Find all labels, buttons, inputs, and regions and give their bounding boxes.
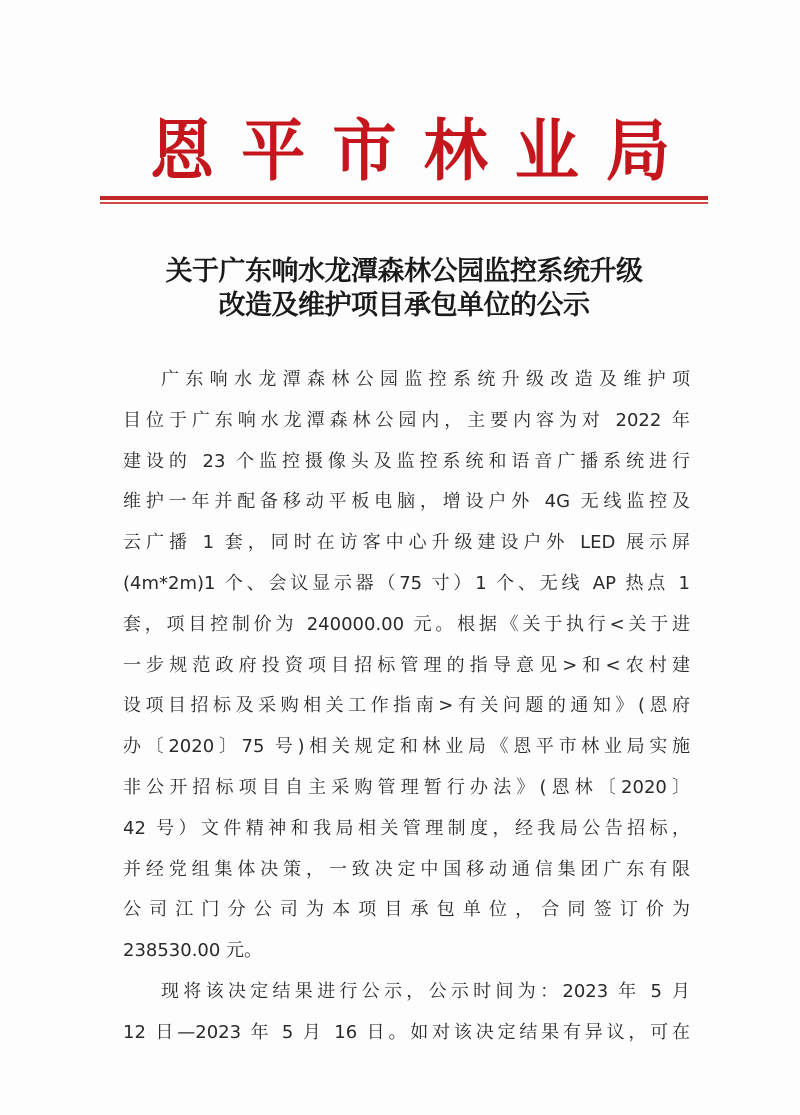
title-line-1: 关于广东响水龙潭森林公园监控系统升级 (165, 256, 643, 287)
body-line-publicity: 现将该决定结果进行公示，公示时间为：2023 年 5 月 (161, 980, 690, 1002)
body-line: 目位于广东响水龙潭森林公园内，主要内容为对 2022 年 (123, 409, 690, 431)
masthead-char: 业 (514, 112, 579, 191)
body-line-publicity-dates: 12 日—2023 年 5 月 16 日。如对该决定结果有异议，可在 (123, 1021, 690, 1043)
body-line: 非公开招标项目自主采购管理暂行办法》(恩林〔2020〕 (123, 776, 690, 798)
document-title (100, 255, 708, 323)
title-line-2: 改造及维护项目承包单位的公示 (218, 290, 590, 321)
masthead-red-divider (100, 196, 708, 204)
body-line: 维护一年并配备移动平板电脑，增设户外 4G 无线监控及 (123, 491, 690, 513)
body-line: 42 号）文件精神和我局相关管理制度，经我局公告招标， (123, 817, 690, 839)
body-line: 建设的 23 个监控摄像头及监控系统和语音广播系统进行 (123, 450, 690, 472)
body-line: 并经党组集体决策，一致决定中国移动通信集团广东有限 (123, 858, 690, 880)
body-line: 套，项目控制价为 240000.00 元。根据《关于执行<关于进 (123, 613, 690, 635)
document-body (123, 360, 690, 1054)
masthead-org-name (130, 112, 690, 192)
masthead-char: 局 (605, 112, 670, 191)
divider-thick-line (100, 196, 708, 200)
masthead-char: 平 (241, 112, 306, 191)
masthead-char: 市 (332, 112, 397, 191)
body-line: 广东响水龙潭森林公园监控系统升级改造及维护项 (161, 369, 690, 390)
divider-thin-line (100, 202, 708, 204)
body-line: 一步规范政府投资项目招标管理的指导意见>和<农村建 (123, 654, 690, 676)
body-line: 办〔2020〕75 号)相关规定和林业局《恩平市林业局实施 (123, 736, 690, 758)
body-line: 设项目招标及采购相关工作指南>有关问题的通知》(恩府 (123, 695, 690, 717)
body-line: (4m*2m)1 个、会议显示器（75 寸）1 个、无线 AP 热点 1 (123, 572, 690, 594)
masthead-char: 林 (423, 112, 488, 191)
body-line-contract-price: 238530.00 元。 (123, 940, 263, 962)
body-line: 公司江门分公司为本项目承包单位，合同签订价为 (123, 899, 690, 921)
body-line: 云广播 1 套，同时在访客中心升级建设户外 LED 展示屏 (123, 532, 690, 554)
masthead-char: 恩 (150, 112, 214, 191)
